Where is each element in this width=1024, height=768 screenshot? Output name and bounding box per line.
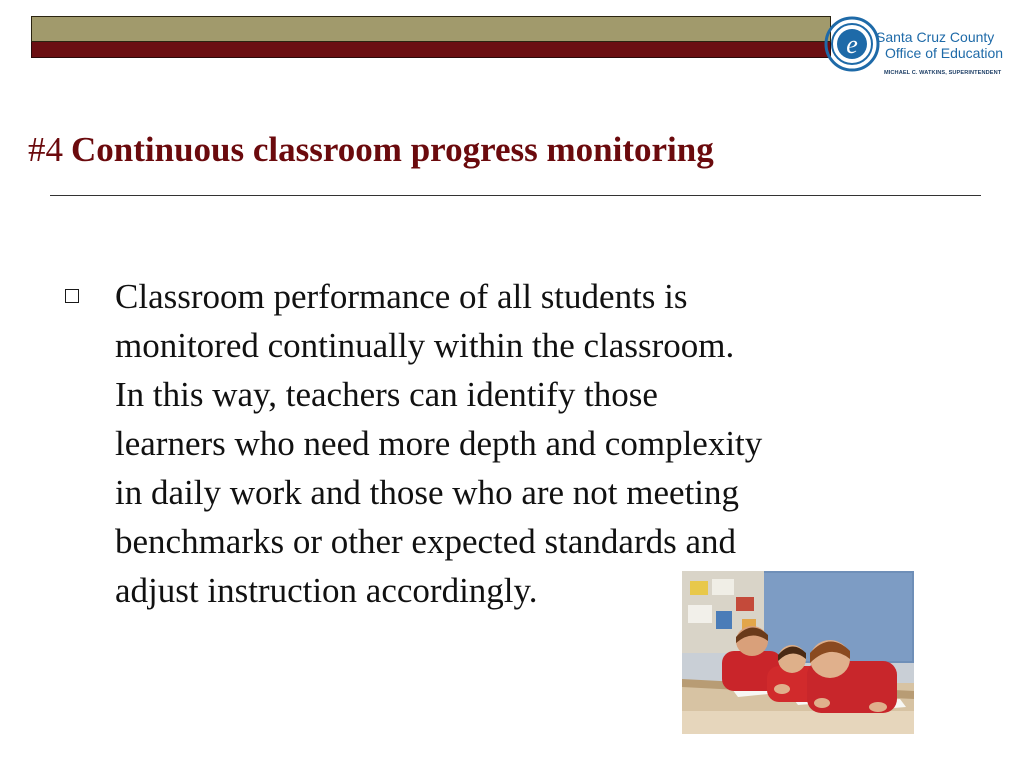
- classroom-students-photo: [682, 571, 914, 734]
- bullet-line: Classroom performance of all students is: [115, 277, 688, 316]
- title-number: #4: [28, 130, 63, 169]
- square-bullet-icon: [65, 289, 79, 303]
- bullet-line: benchmarks or other expected standards and: [115, 522, 737, 561]
- bullet-line: adjust instruction accordingly.: [115, 571, 538, 610]
- bullet-line: in daily work and those who are not meeting: [115, 473, 740, 512]
- svg-text:e: e: [846, 30, 858, 59]
- slide-title: [28, 132, 714, 167]
- bullet-line: monitored continually within the classroom.: [115, 326, 735, 365]
- bullet-text: [115, 272, 975, 615]
- header-bar-olive: [31, 16, 831, 42]
- header-bar-maroon: [31, 42, 831, 58]
- logo-text: [876, 30, 1003, 60]
- bullet-line: In this way, teachers can identify those: [115, 375, 658, 414]
- logo-line1: Santa Cruz County: [876, 29, 995, 45]
- bullet-line: learners who need more depth and complexity: [115, 424, 763, 463]
- e-circle-logo-icon: [824, 14, 884, 74]
- scc-office-of-education-logo: [824, 14, 1010, 76]
- logo-line2: Office of Education: [885, 45, 1004, 61]
- title-text: Continuous classroom progress monitoring: [71, 130, 714, 169]
- title-divider: [50, 195, 981, 196]
- logo-superintendent: MICHAEL C. WATKINS, SUPERINTENDENT: [884, 70, 1002, 76]
